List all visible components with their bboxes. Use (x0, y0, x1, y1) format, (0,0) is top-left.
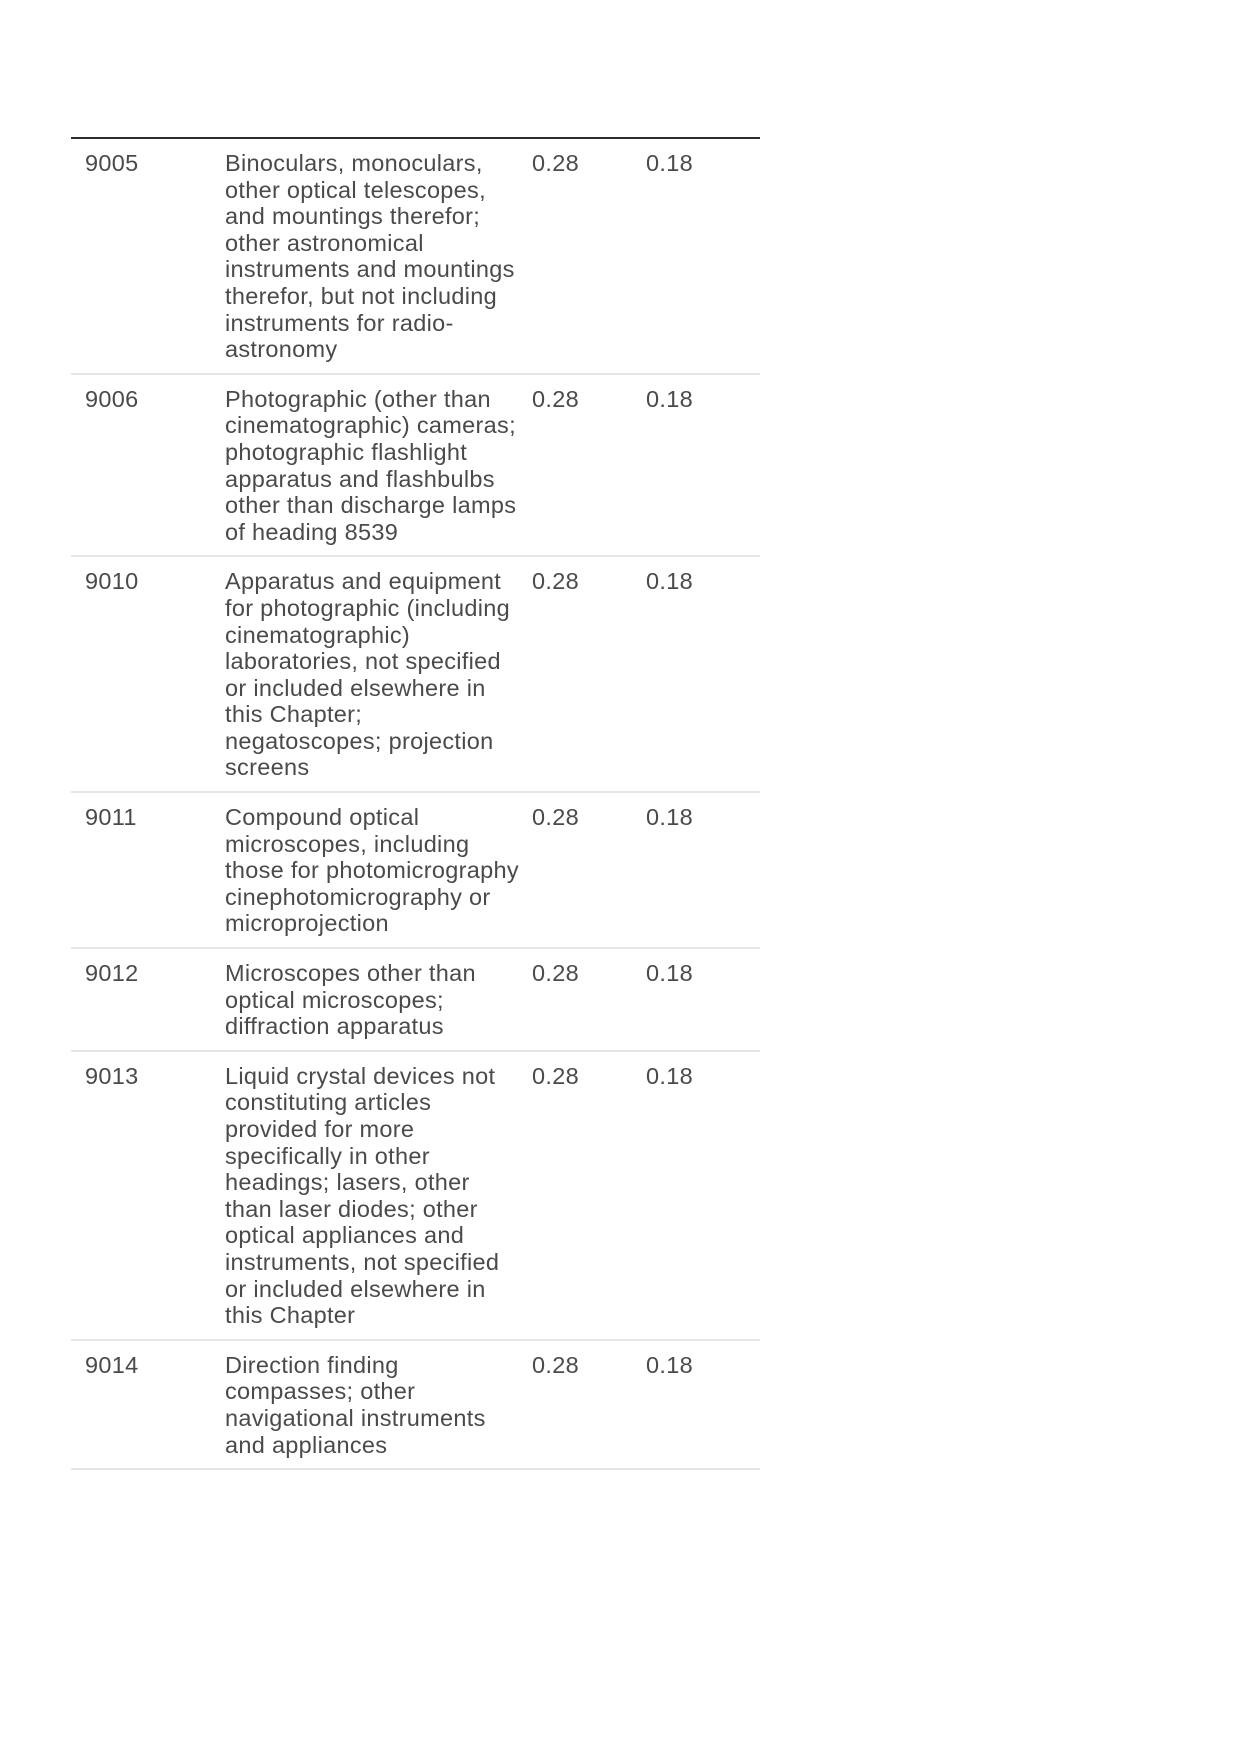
rate-1-cell: 0.28 (532, 948, 646, 1051)
rate-1-cell: 0.28 (532, 138, 646, 374)
description-cell: Direction finding compasses; other navigational instruments and appliances (225, 1340, 532, 1469)
table-row (71, 1340, 760, 1469)
hs-code-cell: 9013 (71, 1051, 225, 1340)
description-cell: Apparatus and equipment for photographic (including cinematographic) laboratories, not specified or included elsewhere in this Chapter; negatoscopes; projection screens (225, 556, 532, 792)
description-cell: Binoculars, monoculars, other optical telescopes, and mountings therefor; other astronomical instruments and mountings therefor, but not including instruments for radio-astronomy (225, 138, 532, 374)
description-cell: Microscopes other than optical microscopes; diffraction apparatus (225, 948, 532, 1051)
table-row (71, 556, 760, 792)
rate-2-cell: 0.18 (646, 556, 760, 792)
rate-1-cell: 0.28 (532, 1340, 646, 1469)
rate-1-cell: 0.28 (532, 1051, 646, 1340)
table-row (71, 374, 760, 557)
rate-2-cell: 0.18 (646, 948, 760, 1051)
table-row (71, 138, 760, 374)
table-row (71, 948, 760, 1051)
rate-1-cell: 0.28 (532, 792, 646, 948)
rate-2-cell: 0.18 (646, 1051, 760, 1340)
table-row (71, 792, 760, 948)
hs-code-cell: 9005 (71, 138, 225, 374)
hs-code-cell: 9014 (71, 1340, 225, 1469)
rate-2-cell: 0.18 (646, 1340, 760, 1469)
table-row (71, 1051, 760, 1340)
rate-1-cell: 0.28 (532, 556, 646, 792)
hs-code-cell: 9006 (71, 374, 225, 557)
tariff-table (71, 137, 760, 1470)
rate-1-cell: 0.28 (532, 374, 646, 557)
description-cell: Compound optical microscopes, including those for photomicrography cinephotomicrography or microprojection (225, 792, 532, 948)
description-cell: Photographic (other than cinematographic) cameras; photographic flashlight apparatus and flashbulbs other than discharge lamps of heading 8539 (225, 374, 532, 557)
hs-code-cell: 9012 (71, 948, 225, 1051)
hs-code-cell: 9011 (71, 792, 225, 948)
rate-2-cell: 0.18 (646, 374, 760, 557)
rate-2-cell: 0.18 (646, 138, 760, 374)
hs-code-cell: 9010 (71, 556, 225, 792)
rate-2-cell: 0.18 (646, 792, 760, 948)
description-cell: Liquid crystal devices not constituting articles provided for more specifically in other headings; lasers, other than laser diodes; other optical appliances and instruments, not specified or included elsewhere in this Chapter (225, 1051, 532, 1340)
